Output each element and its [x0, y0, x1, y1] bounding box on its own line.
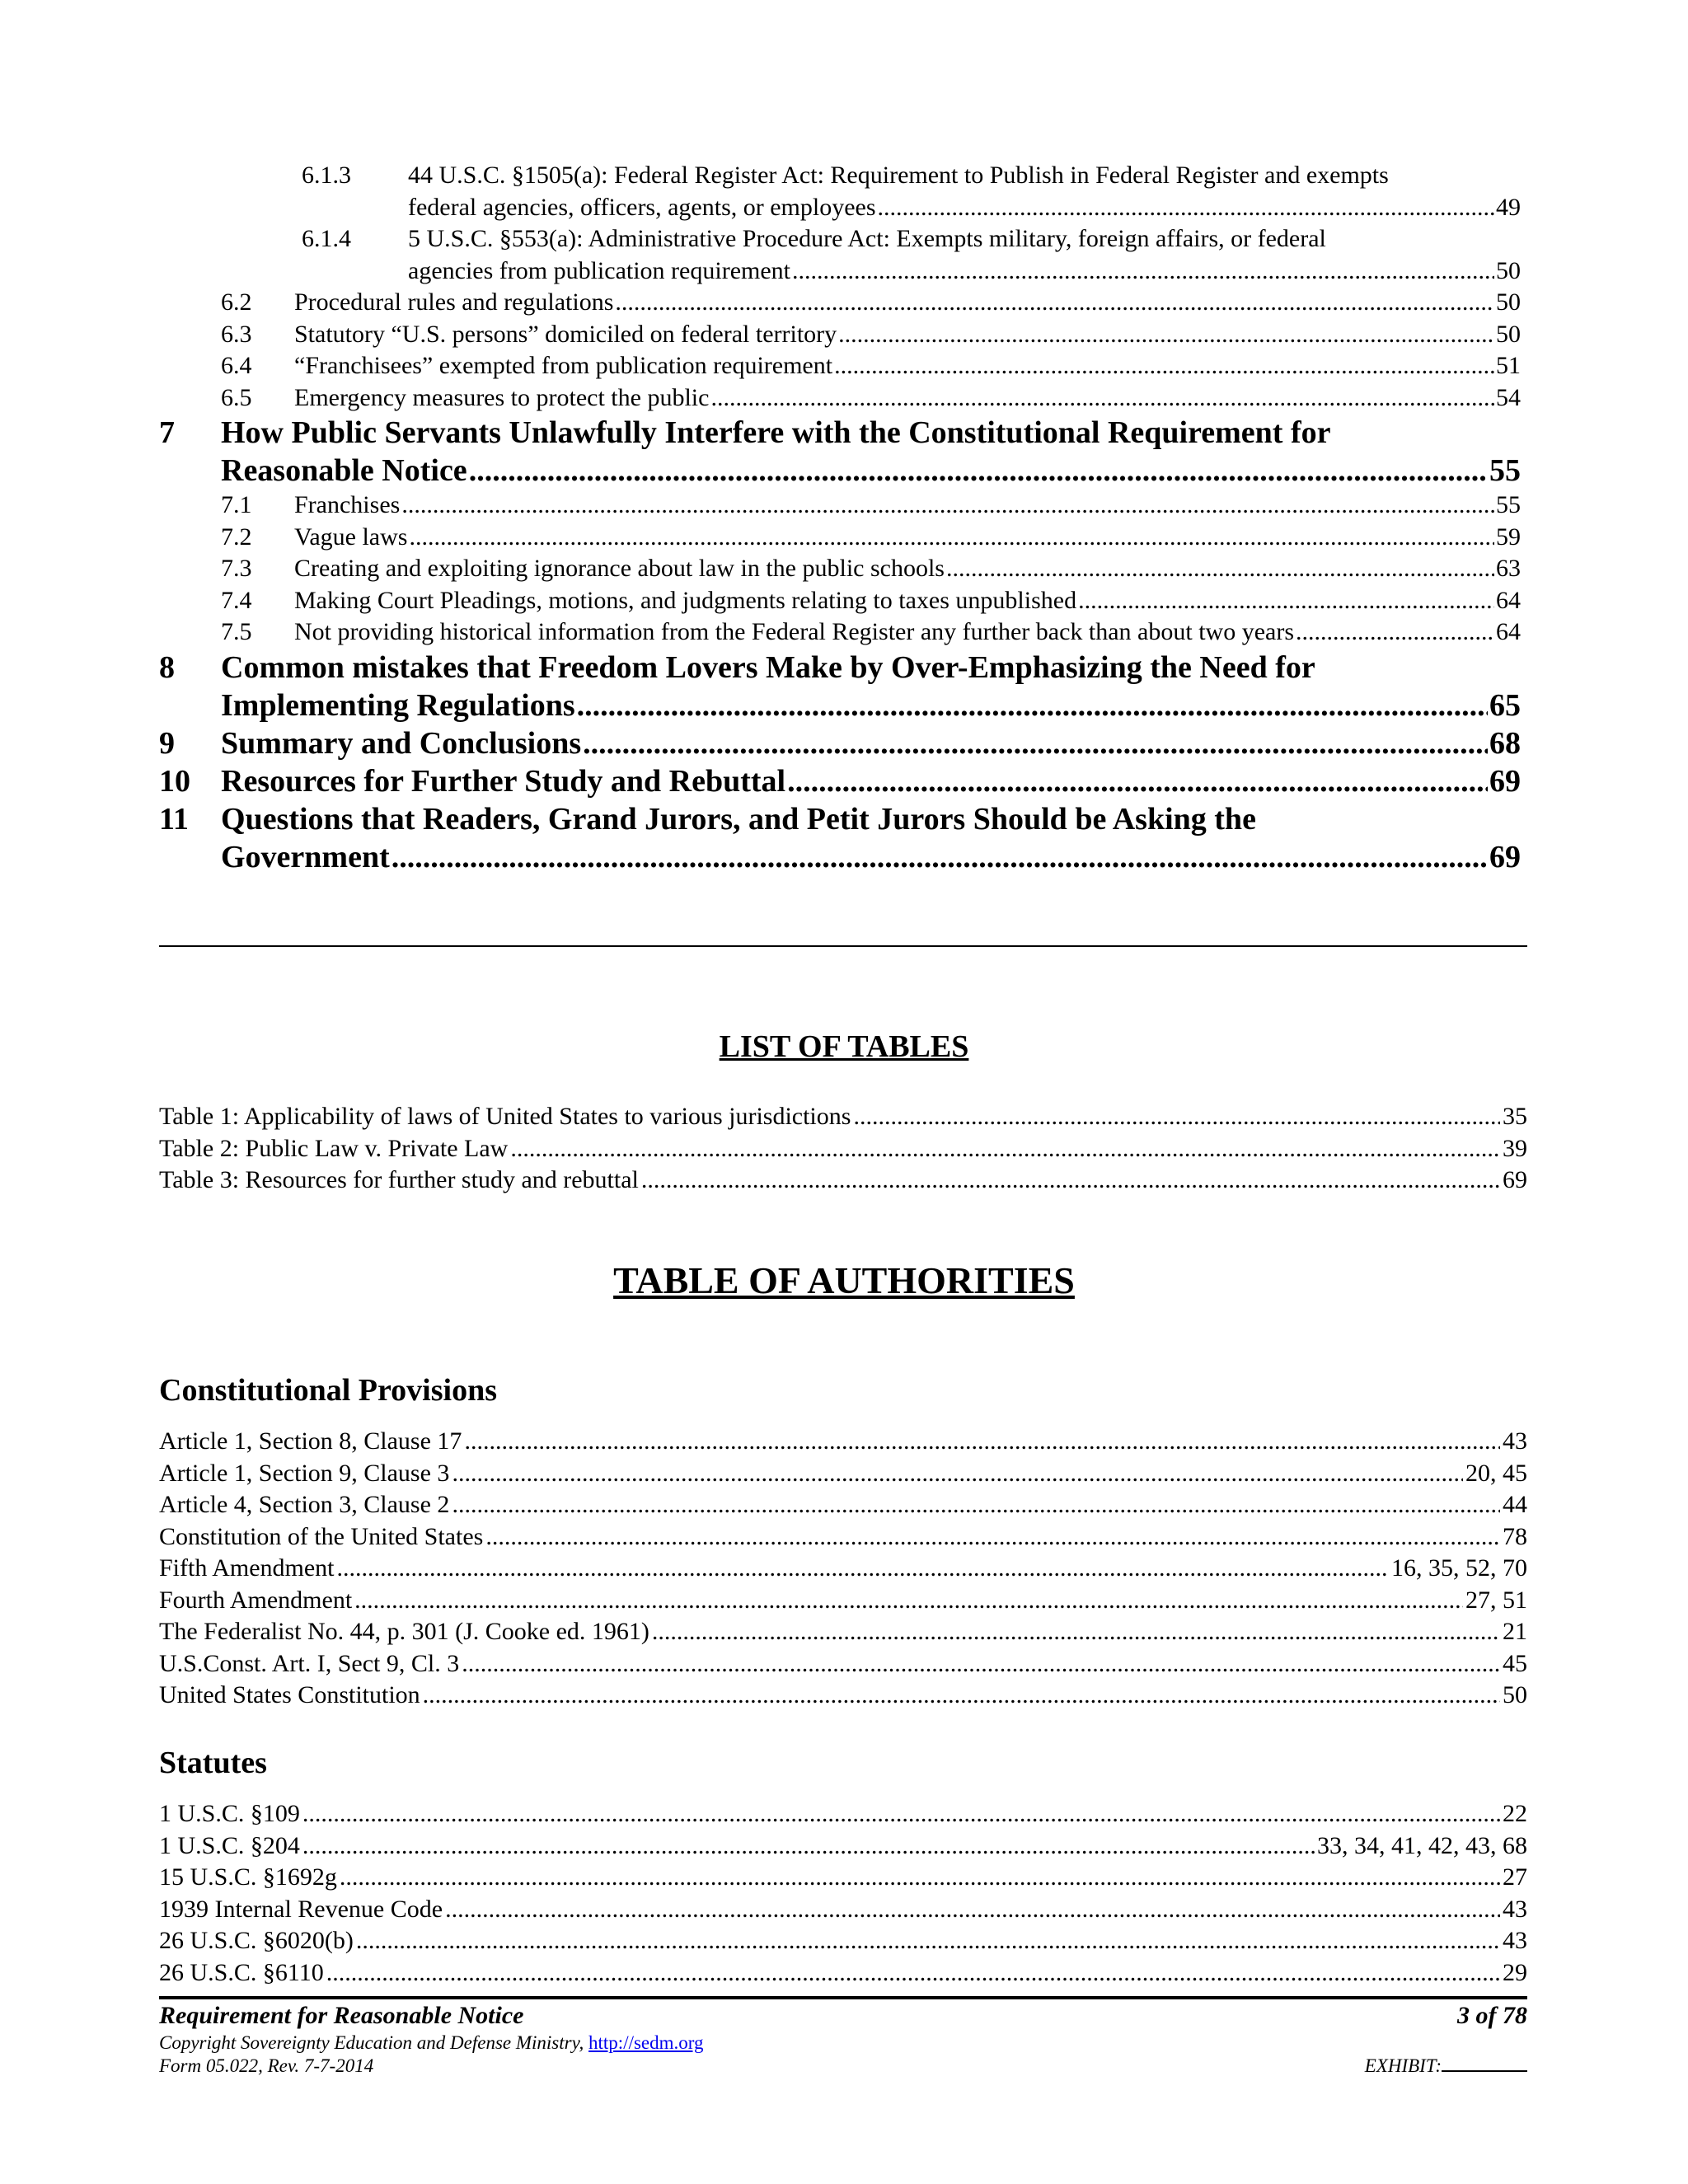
dot-leader: [838, 319, 1494, 351]
toc-entry-line: Questions that Readers, Grand Jurors, and Petit Jurors Should be Asking the: [221, 801, 1256, 837]
table-list-item-page: 35: [1503, 1103, 1527, 1130]
footer-copyright: [159, 2032, 704, 2055]
toc-entry-text: Vague laws: [294, 523, 408, 551]
authority-item[interactable]: [159, 1521, 1527, 1554]
constitutional-provisions-heading: Constitutional Provisions: [159, 1373, 497, 1408]
section-divider: [159, 945, 1527, 947]
toc-entry-text: Making Court Pleadings, motions, and judgments relating to taxes unpublished: [294, 586, 1077, 614]
toc-entry-text: Statutory “U.S. persons” domiciled on federal territory: [294, 320, 837, 348]
authority-item-text: Fifth Amendment: [159, 1554, 335, 1582]
toc-entry-number: 6.2: [221, 288, 252, 316]
footer-form: Form 05.022, Rev. 7-7-2014: [159, 2055, 374, 2076]
statute-item[interactable]: [159, 1798, 1527, 1830]
authority-item-page: 45: [1503, 1649, 1527, 1677]
authority-item-text: The Federalist No. 44, p. 301 (J. Cooke ed. 1961): [159, 1618, 649, 1645]
toc-entry-line: [294, 382, 1521, 415]
toc-entry-number: 7.4: [221, 586, 252, 614]
authority-item-text: United States Constitution: [159, 1681, 420, 1708]
dot-leader: [577, 687, 1488, 724]
authority-item-text: Fourth Amendment: [159, 1586, 353, 1614]
authority-item[interactable]: [159, 1648, 1527, 1680]
toc-entry-title: [294, 382, 1521, 415]
authority-item-text: Article 4, Section 3, Clause 2: [159, 1491, 450, 1518]
dot-leader: [340, 1862, 1500, 1894]
toc-entry-line: [294, 522, 1521, 554]
dot-leader: [462, 1648, 1500, 1680]
dot-leader: [356, 1925, 1500, 1957]
authority-item-page: 44: [1503, 1491, 1527, 1518]
table-list-item-text: Table 2: Public Law v. Private Law: [159, 1134, 509, 1162]
dot-leader: [641, 1165, 1500, 1197]
statute-item-text: 15 U.S.C. §1692g: [159, 1863, 337, 1891]
toc-entry-text: Reasonable Notice: [221, 453, 467, 488]
statute-item[interactable]: [159, 1957, 1527, 1990]
toc-entry-text: “Franchisees” exempted from publication requirement: [294, 352, 833, 379]
footer-rule: [159, 1996, 1527, 1999]
toc-entry-line: [221, 452, 1521, 490]
toc-entry[interactable]: [0, 350, 1688, 382]
toc-entry-title: [221, 649, 1521, 724]
authority-item[interactable]: [159, 1680, 1527, 1712]
toc-entry-line: [221, 687, 1521, 724]
toc-entry-line: [408, 192, 1521, 224]
dot-leader: [485, 1521, 1500, 1554]
statute-item-text: 1 U.S.C. §109: [159, 1800, 300, 1827]
authority-item[interactable]: [159, 1458, 1527, 1490]
toc-entry-page: 65: [1489, 687, 1521, 723]
footer-exhibit: [1365, 2055, 1527, 2078]
toc-entry-line: [294, 319, 1521, 351]
authority-item-page: 16, 35, 52, 70: [1391, 1554, 1527, 1582]
toc-entry-page: 68: [1489, 725, 1521, 761]
toc-entry-number: 6.5: [221, 383, 252, 411]
authority-item-page: 50: [1503, 1681, 1527, 1708]
table-list-item-text: Table 3: Resources for further study and rebuttal: [159, 1166, 639, 1193]
toc-entry[interactable]: [0, 287, 1688, 319]
toc-entry-number: 7.3: [221, 555, 252, 582]
authority-item[interactable]: [159, 1616, 1527, 1648]
statute-item-page: 27: [1503, 1863, 1527, 1891]
toc-entry[interactable]: [0, 490, 1688, 522]
table-list-item-page: 69: [1503, 1166, 1527, 1193]
statute-item-text: 26 U.S.C. §6020(b): [159, 1927, 354, 1954]
dot-leader: [1078, 585, 1494, 617]
table-of-authorities-heading: TABLE OF AUTHORITIES: [613, 1259, 1075, 1301]
toc-entry-text: Government: [221, 839, 390, 874]
toc-entry-page: 69: [1489, 763, 1521, 799]
table-list-item[interactable]: [159, 1165, 1527, 1197]
constitutional-provisions-list: [159, 1426, 1527, 1712]
statute-item[interactable]: [159, 1830, 1527, 1863]
footer-copyright-text: Copyright Sovereignty Education and Defense Ministry,: [159, 2032, 584, 2053]
toc-entry-page: 64: [1496, 586, 1521, 614]
toc-entry[interactable]: [0, 382, 1688, 415]
toc-entry-title: [294, 350, 1521, 382]
toc-entry-line: Common mistakes that Freedom Lovers Make by Over-Emphasizing the Need for: [221, 649, 1315, 685]
toc-entry-number: 6.1.4: [302, 225, 351, 252]
table-of-contents: [0, 160, 1688, 876]
toc-entry-text: agencies from publication requirement: [408, 256, 790, 284]
toc-entry-title: [294, 319, 1521, 351]
toc-entry-title: [294, 522, 1521, 554]
dot-leader: [469, 452, 1488, 490]
statute-item-text: 1 U.S.C. §204: [159, 1831, 300, 1859]
page-footer: [159, 2000, 1527, 2078]
statute-item-page: 43: [1503, 1895, 1527, 1923]
dot-leader: [302, 1798, 1500, 1830]
toc-entry-line: [294, 287, 1521, 319]
toc-entry-title: [294, 287, 1521, 319]
toc-entry-text: Not providing historical information from the Federal Register any further back than about two years: [294, 618, 1294, 645]
authority-item-page: 43: [1503, 1427, 1527, 1455]
toc-entry-text: Creating and exploiting ignorance about law in the public schools: [294, 555, 945, 582]
toc-entry-page: 49: [1496, 193, 1521, 221]
dot-leader: [401, 490, 1494, 522]
toc-entry-number: 7.1: [221, 491, 252, 518]
dot-leader: [878, 192, 1494, 224]
toc-entry[interactable]: [0, 223, 1688, 287]
toc-entry-text: Resources for Further Study and Rebuttal: [221, 763, 786, 799]
toc-entry-line: [294, 490, 1521, 522]
dot-leader: [326, 1957, 1500, 1990]
toc-entry-number: 11: [159, 801, 189, 837]
dot-leader: [392, 838, 1488, 876]
exhibit-blank: [1442, 2055, 1527, 2072]
statute-item-page: 22: [1503, 1800, 1527, 1827]
toc-entry-page: 63: [1496, 555, 1521, 582]
toc-entry-text: Procedural rules and regulations: [294, 288, 614, 316]
toc-entry-line: [294, 350, 1521, 382]
toc-entry-title: [294, 585, 1521, 617]
dot-leader: [834, 350, 1494, 382]
table-list-item-page: 39: [1503, 1134, 1527, 1162]
toc-entry-number: 9: [159, 725, 175, 761]
dot-leader: [792, 255, 1494, 288]
authority-item[interactable]: [159, 1553, 1527, 1585]
authority-item-text: Article 1, Section 9, Clause 3: [159, 1459, 450, 1487]
toc-entry-number: 6.3: [221, 320, 252, 348]
dot-leader: [583, 724, 1488, 762]
toc-entry-text: Summary and Conclusions: [221, 725, 582, 761]
statute-item[interactable]: [159, 1862, 1527, 1894]
toc-entry-page: 69: [1489, 839, 1521, 874]
toc-entry-line: How Public Servants Unlawfully Interfere with the Constitutional Requirement for: [221, 415, 1331, 450]
footer-doc-title: Requirement for Reasonable Notice: [159, 2002, 524, 2029]
toc-entry[interactable]: [0, 522, 1688, 554]
toc-entry-page: 59: [1496, 523, 1521, 551]
statute-item-page: 43: [1503, 1927, 1527, 1954]
toc-entry-line: [221, 762, 1521, 800]
table-list-item[interactable]: [159, 1101, 1527, 1133]
toc-entry-number: 10: [159, 763, 190, 799]
toc-entry-line: [294, 616, 1521, 649]
toc-entry-page: 55: [1496, 491, 1521, 518]
authority-item[interactable]: [159, 1426, 1527, 1458]
toc-entry-title: [221, 762, 1521, 800]
toc-entry-title: [294, 616, 1521, 649]
authority-item-page: 78: [1503, 1522, 1527, 1550]
authority-item[interactable]: [159, 1585, 1527, 1617]
statute-item-page: 29: [1503, 1958, 1527, 1986]
dot-leader: [452, 1489, 1500, 1521]
toc-entry-title: [294, 490, 1521, 522]
toc-entry[interactable]: [0, 616, 1688, 649]
authority-item-text: Article 1, Section 8, Clause 17: [159, 1427, 462, 1455]
footer-page-info: 3 of 78: [1457, 2002, 1527, 2029]
toc-entry-page: 55: [1489, 453, 1521, 488]
toc-entry-number: 7.5: [221, 618, 252, 645]
toc-entry-line: [221, 838, 1521, 876]
toc-entry-number: 6.1.3: [302, 162, 351, 189]
toc-entry[interactable]: [0, 800, 1688, 876]
dot-leader: [710, 382, 1494, 415]
authority-item[interactable]: [159, 1489, 1527, 1521]
toc-entry-title: [408, 223, 1521, 287]
statute-item[interactable]: [159, 1894, 1527, 1926]
dot-leader: [510, 1133, 1500, 1165]
toc-entry-line: [294, 553, 1521, 585]
dot-leader: [445, 1894, 1500, 1926]
toc-entry-title: [294, 553, 1521, 585]
dot-leader: [337, 1553, 1390, 1585]
toc-entry-number: 8: [159, 649, 175, 685]
toc-entry-line: 44 U.S.C. §1505(a): Federal Register Act: Requirement to Publish in Federal Register and exempts: [408, 162, 1389, 189]
footer-sedm-link[interactable]: http://sedm.org: [588, 2032, 704, 2053]
statute-item[interactable]: [159, 1925, 1527, 1957]
toc-entry-line: [294, 585, 1521, 617]
toc-entry[interactable]: [0, 160, 1688, 223]
toc-entry-page: 50: [1496, 256, 1521, 284]
toc-entry-page: 50: [1496, 288, 1521, 316]
toc-entry-text: Franchises: [294, 491, 401, 518]
dot-leader: [302, 1830, 1315, 1863]
authority-item-page: 27, 51: [1465, 1586, 1527, 1614]
dot-leader: [1296, 616, 1494, 649]
toc-entry-title: [221, 800, 1521, 876]
toc-entry-page: 64: [1496, 618, 1521, 645]
table-list-item-text: Table 1: Applicability of laws of United States to various jurisdictions: [159, 1103, 851, 1130]
statute-item-text: 1939 Internal Revenue Code: [159, 1895, 443, 1923]
toc-entry-page: 50: [1496, 320, 1521, 348]
toc-entry-line: [408, 255, 1521, 288]
toc-entry[interactable]: [0, 649, 1688, 724]
toc-entry-line: 5 U.S.C. §553(a): Administrative Procedure Act: Exempts military, foreign affairs, or federal: [408, 225, 1326, 252]
statute-item-page: 33, 34, 41, 42, 43, 68: [1317, 1831, 1527, 1859]
toc-entry-number: 7: [159, 415, 175, 450]
dot-leader: [409, 522, 1494, 554]
statutes-heading: Statutes: [159, 1746, 267, 1780]
list-of-tables: [159, 1101, 1527, 1197]
toc-entry-text: Implementing Regulations: [221, 687, 575, 723]
dot-leader: [652, 1616, 1500, 1648]
toc-entry-page: 54: [1496, 383, 1521, 411]
toc-entry-number: 6.4: [221, 352, 252, 379]
toc-entry[interactable]: [0, 762, 1688, 800]
statute-item-text: 26 U.S.C. §6110: [159, 1958, 324, 1986]
toc-entry[interactable]: [0, 724, 1688, 762]
toc-entry[interactable]: [0, 414, 1688, 490]
dot-leader: [354, 1585, 1463, 1617]
authority-item-page: 21: [1503, 1618, 1527, 1645]
dot-leader: [787, 762, 1488, 800]
toc-entry-title: [221, 414, 1521, 490]
toc-entry[interactable]: [0, 319, 1688, 351]
dot-leader: [423, 1680, 1500, 1712]
list-of-tables-heading: LIST OF TABLES: [719, 1029, 969, 1064]
toc-entry-page: 51: [1496, 352, 1521, 379]
dot-leader: [452, 1458, 1463, 1490]
dot-leader: [464, 1426, 1500, 1458]
toc-entry-number: 7.2: [221, 523, 252, 551]
authority-item-page: 20, 45: [1465, 1459, 1527, 1487]
toc-entry-text: Emergency measures to protect the public: [294, 383, 710, 411]
dot-leader: [853, 1101, 1500, 1133]
toc-entry[interactable]: [0, 553, 1688, 585]
dot-leader: [946, 553, 1494, 585]
toc-entry[interactable]: [0, 585, 1688, 617]
table-list-item[interactable]: [159, 1133, 1527, 1165]
authority-item-text: U.S.Const. Art. I, Sect 9, Cl. 3: [159, 1649, 460, 1677]
toc-entry-title: [408, 160, 1521, 223]
footer-exhibit-label: EXHIBIT:: [1364, 2055, 1442, 2076]
toc-entry-title: [221, 724, 1521, 762]
toc-entry-line: [221, 724, 1521, 762]
toc-entry-text: federal agencies, officers, agents, or employees: [408, 193, 876, 221]
statutes-list: [159, 1798, 1527, 1989]
authority-item-text: Constitution of the United States: [159, 1522, 484, 1550]
dot-leader: [615, 287, 1494, 319]
